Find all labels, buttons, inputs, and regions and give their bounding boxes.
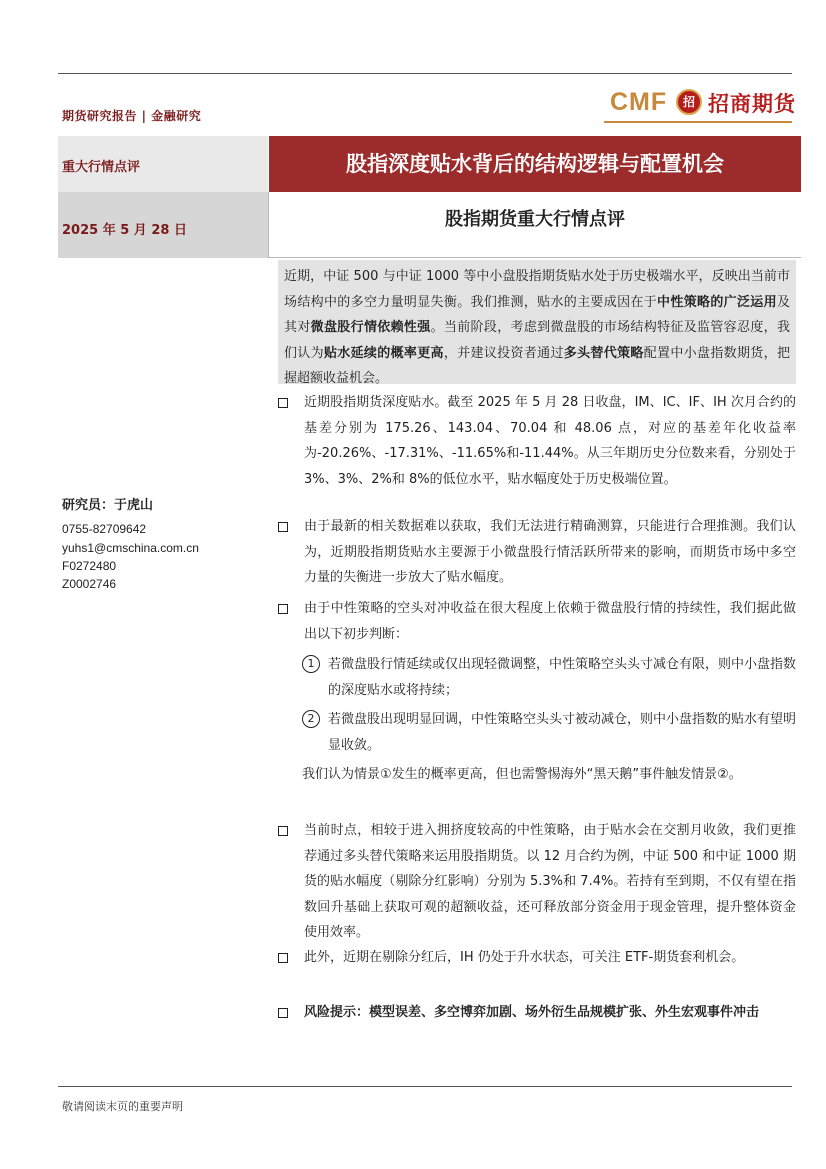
company-logo [610,86,800,120]
report-category: 期货研究报告 | 金融研究 [62,109,202,123]
header-rule [58,73,792,74]
researcher-email: yuhs1@cmschina.com.cn [62,541,199,555]
bullet-item: 此外，近期在剔除分红后，IH 仍处于升水状态，可关注 ETF-期货套利机会。 [278,945,796,971]
checkbox-bullet-icon [278,398,288,408]
scenario-item: 1 若微盘股行情延续或仅出现轻微调整，中性策略空头头寸减仓有限，则中小盘指数的深度贴水或将持续； [302,652,796,703]
logo-company-name: 招商期货 [708,92,796,116]
summary-highlight: 多头替代策略 [563,345,644,361]
scenario-item: 2 若微盘股出现明显回调，中性策略空头头寸被动减仓，则中小盘指数的贴水有望明显收敛。 [302,707,796,758]
risk-warning: 风险提示：模型误差、多空博弈加剧、场外衍生品规模扩张、外生宏观事件冲击 [278,1000,796,1025]
report-subtitle: 股指期货重大行情点评 [445,209,625,230]
logo-badge-icon: 招 [676,89,702,115]
circled-number-icon: 1 [302,655,320,673]
researcher-license-f: F0272480 [62,559,117,573]
researcher-phone: 0755-82709642 [62,522,147,536]
subtitle-rule [269,257,801,258]
circled-number-icon: 2 [302,710,320,728]
bullet-item: 当前时点，相较于进入拥挤度较高的中性策略，由于贴水会在交割月收敛，我们更推荐通过多头替代策略来运用股指期货。以 12 月合约为例，中证 500 和中证 1000 期货的贴水幅度（剔除分红影响）分别为 5.3%和 7.4%。若持有至到期，不仅有望在指数回升基础上获取可观的超额收益，还可释放部分资金用于现金管理，提升整体资金使用效率。 [278,818,796,946]
summary-highlight: 贴水延续的概率更高 [323,345,444,361]
report-date: 2025 年 5 月 28 日 [62,223,187,238]
footer-disclaimer: 敬请阅读末页的重要声明 [62,1100,183,1113]
summary-highlight: 中性策略的广泛运用 [657,294,777,310]
checkbox-bullet-icon [278,1008,288,1018]
summary-text: 近期，中证 500 与中证 1000 等中小盘股指期货贴水处于历史极端水平，反映出当前市场结构中的多空力量明显失衡。我们推测，贴水的主要成因在于中性策略的广泛运用及其对微盘股行情依赖性强。当前阶段，考虑到微盘股的市场结构特征及监管容忍度，我们认为贴水延续的概率更高，并建议投资者通过多头替代策略配置中小盘指数期货，把握超额收益机会。 [284,269,790,386]
researcher-license-z: Z0002746 [62,577,117,591]
checkbox-bullet-icon [278,953,288,963]
checkbox-bullet-icon [278,522,288,532]
bullet-item: 近期股指期货深度贴水。截至 2025 年 5 月 28 日收盘，IM、IC、IF、IH 次月合约的基差分别为 175.26、143.04、70.04 和 48.06 点，对应的基差年化收益率为-20.26%、-17.31%、-11.65%和-11.44%。从三年期历史分位数来看，分别处于 3%、3%、2%和 8%的低位水平，贴水幅度处于历史极端位置。 [278,390,796,492]
bullet-item: 由于中性策略的空头对冲收益在很大程度上依赖于微盘股行情的持续性，我们据此做出以下初步判断： [278,596,796,647]
summary-box [278,260,796,384]
bullet-item: 由于最新的相关数据难以获取，我们无法进行精确测算，只能进行合理推测。我们认为，近期股指期货贴水主要源于小微盘股行情活跃所带来的影响，而期货市场中多空力量的失衡进一步放大了贴水幅度。 [278,514,796,591]
checkbox-bullet-icon [278,826,288,836]
footer-rule [58,1086,792,1087]
scenario-note: 我们认为情景①发生的概率更高，但也需警惕海外“黑天鹅”事件触发情景②。 [302,767,742,782]
logo-cmf-text: CMF [610,88,668,116]
summary-highlight: 微盘股行情依赖性强 [310,320,431,335]
logo-underline [604,121,792,123]
sidebar-label: 重大行情点评 [62,160,141,175]
researcher-name: 研究员：于虎山 [62,498,154,513]
checkbox-bullet-icon [278,604,288,614]
report-title: 股指深度贴水背后的结构逻辑与配置机会 [346,151,724,176]
